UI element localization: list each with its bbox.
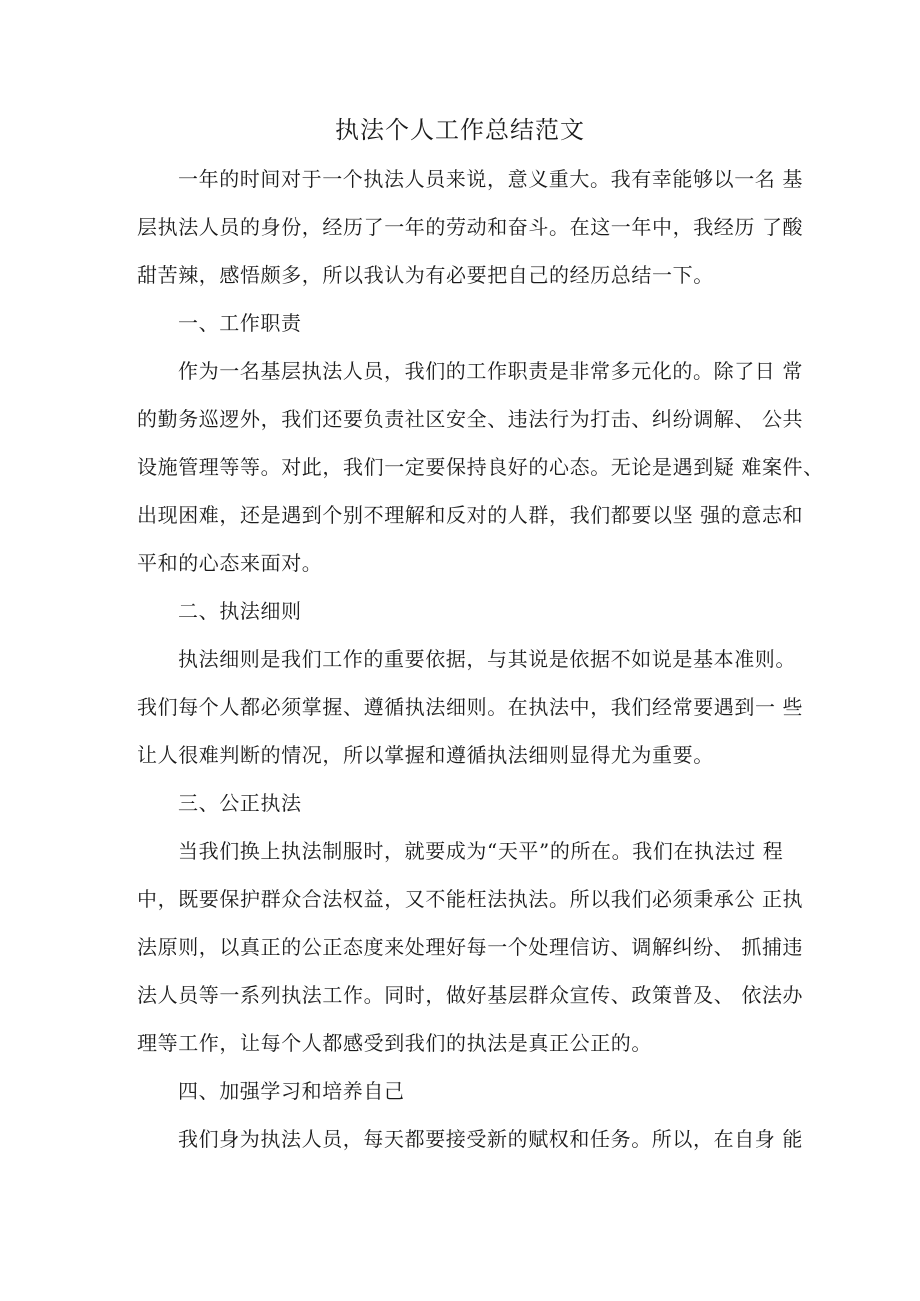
document-title: 执法个人工作总结范文: [335, 116, 585, 144]
paragraph-line: 执法细则是我们工作的重要依据，与其说是依据不如说是基本准则。: [178, 647, 796, 671]
section-heading: 一、工作职责: [178, 311, 302, 335]
paragraph-line: 法人员等一系列执法工作。同时，做好基层群众宣传、政策普及、 依法办: [137, 983, 804, 1007]
paragraph-line: 平和的心态来面对。: [137, 551, 323, 575]
paragraph-line: 中，既要保护群众合法权益，又不能枉法执法。所以我们必须秉承公 正执: [137, 887, 804, 911]
paragraph-line: 当我们换上执法制服时，就要成为“天平”的所在。我们在执法过 程: [178, 839, 784, 863]
section-heading: 二、执法细则: [178, 599, 302, 623]
paragraph-line: 一年的时间对于一个执法人员来说，意义重大。我有幸能够以一名 基: [178, 167, 803, 191]
paragraph-line: 层执法人员的身份，经历了一年的劳动和奋斗。在这一年中，我经历 了酸: [137, 215, 804, 239]
section-heading: 四、加强学习和培养自己: [178, 1079, 405, 1103]
paragraph-line: 法原则，以真正的公正态度来处理好每一个处理信访、调解纠纷、 抓捕违: [137, 935, 804, 959]
paragraph-line: 理等工作，让每个人都感受到我们的执法是真正公正的。: [137, 1031, 652, 1055]
paragraph-line: 设施管理等等。对此，我们一定要保持良好的心态。无论是遇到疑 难案件、: [137, 455, 824, 479]
paragraph-line: 甜苦辣，感悟颇多，所以我认为有必要把自己的经历总结一下。: [137, 263, 714, 287]
paragraph-line: 我们每个人都必须掌握、遵循执法细则。在执法中，我们经常要遇到一 些: [137, 695, 804, 719]
paragraph-line: 让人很难判断的情况，所以掌握和遵循执法细则显得尤为重要。: [137, 743, 714, 767]
paragraph-line: 出现困难，还是遇到个别不理解和反对的人群，我们都要以坚 强的意志和: [137, 503, 804, 527]
paragraph-line: 的勤务巡逻外，我们还要负责社区安全、违法行为打击、纠纷调解、 公共: [137, 407, 804, 431]
paragraph-line: 我们身为执法人员，每天都要接受新的赋权和任务。所以，在自身 能: [178, 1127, 803, 1151]
paragraph-line: 作为一名基层执法人员，我们的工作职责是非常多元化的。除了日 常: [178, 359, 803, 383]
section-heading: 三、公正执法: [178, 791, 302, 815]
